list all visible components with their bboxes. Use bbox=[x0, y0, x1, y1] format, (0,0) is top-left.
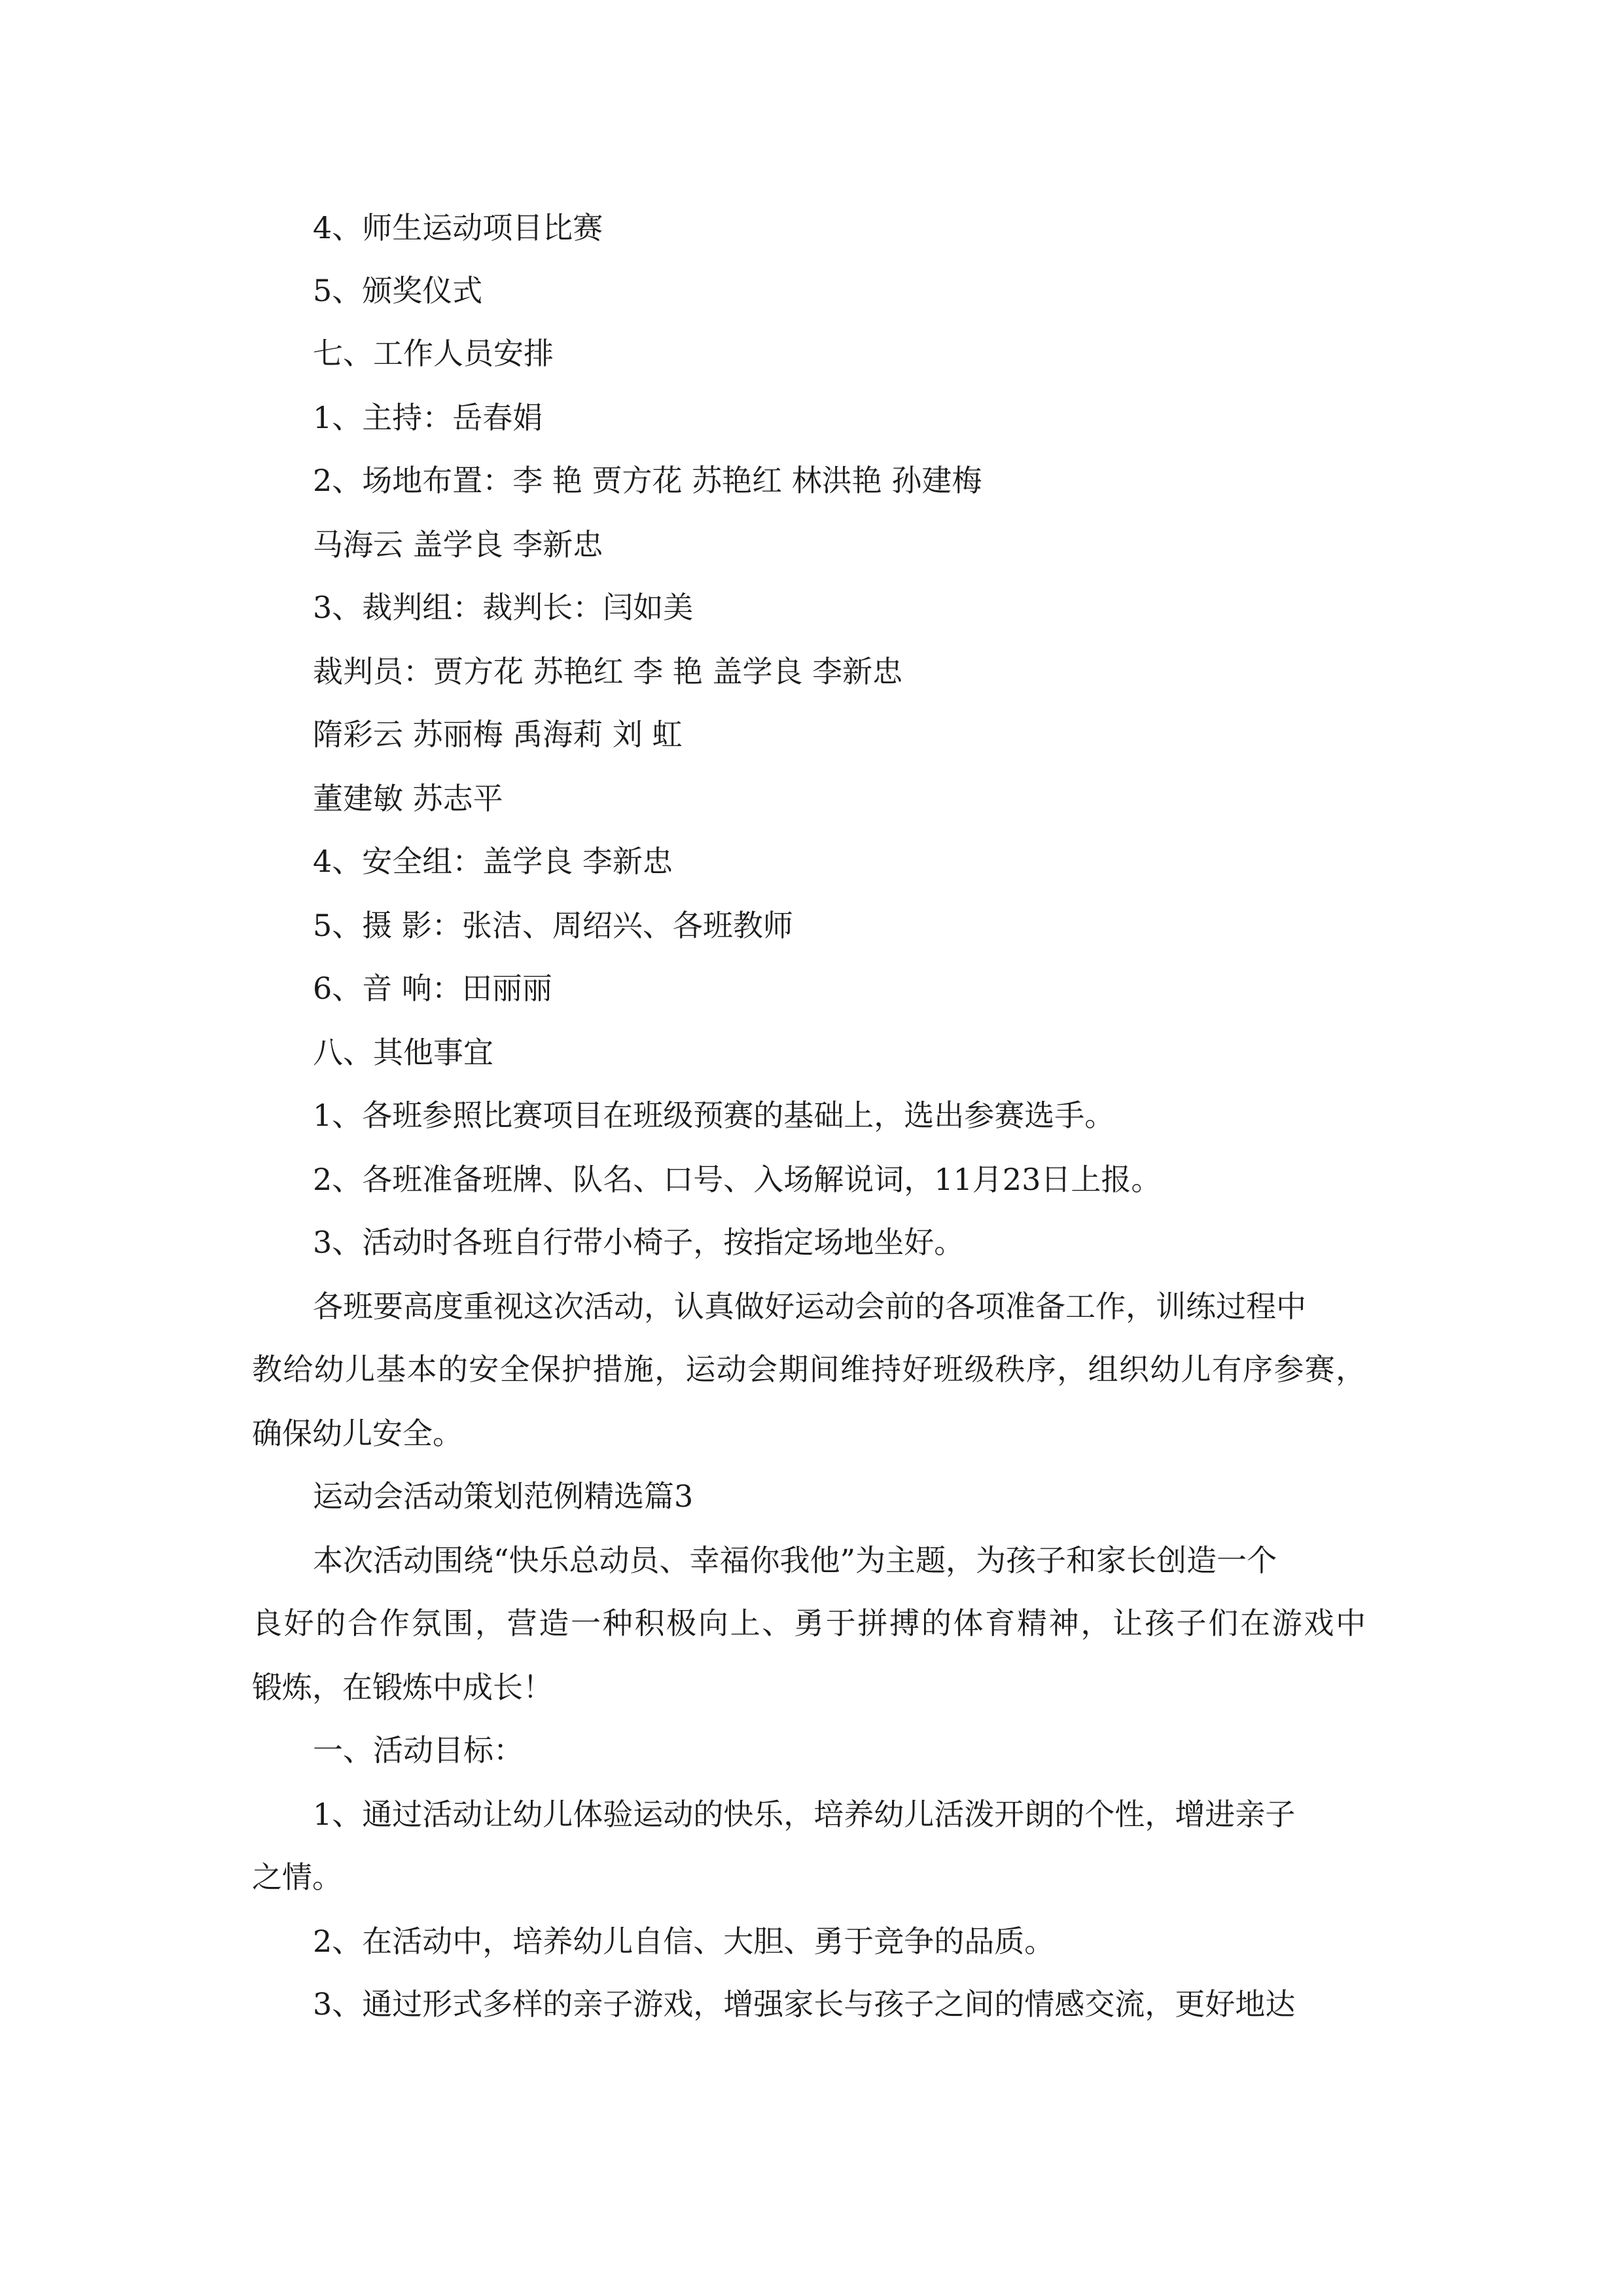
section-heading: 七、工作人员安排 bbox=[313, 336, 554, 371]
text-line: 3、活动时各班自行带小椅子，按指定场地坐好。 bbox=[313, 1225, 965, 1260]
paragraph-line: 教给幼儿基本的安全保护措施，运动会期间维持好班级秩序，组织幼儿有序参赛， bbox=[252, 1352, 1366, 1387]
text-line: 马海云 盖学良 李新忠 bbox=[313, 527, 603, 562]
text-line: 董建敏 苏志平 bbox=[313, 781, 503, 816]
paragraph-line: 本次活动围绕“快乐总动员、幸福你我他”为主题，为孩子和家长创造一个 bbox=[313, 1543, 1277, 1578]
text-line: 2、在活动中，培养幼儿自信、大胆、勇于竞争的品质。 bbox=[313, 1924, 1055, 1959]
text-line: 6、音 响：田丽丽 bbox=[313, 971, 552, 1006]
paragraph-line: 1、通过活动让幼儿体验运动的快乐，培养幼儿活泼开朗的个性，增进亲子 bbox=[313, 1797, 1296, 1832]
text-line: 5、摄 影：张洁、周绍兴、各班教师 bbox=[313, 908, 793, 943]
text-line: 裁判员：贾方花 苏艳红 李 艳 盖学良 李新忠 bbox=[313, 654, 903, 689]
paragraph-line: 确保幼儿安全。 bbox=[252, 1416, 463, 1451]
section-heading: 八、其他事宜 bbox=[313, 1035, 493, 1070]
text-line: 1、各班参照比赛项目在班级预赛的基础上，选出参赛选手。 bbox=[313, 1098, 1115, 1133]
paragraph-line: 锻炼，在锻炼中成长！ bbox=[252, 1670, 553, 1705]
section-heading: 一、活动目标： bbox=[313, 1732, 524, 1768]
text-line: 2、场地布置：李 艳 贾方花 苏艳红 林洪艳 孙建梅 bbox=[313, 463, 982, 498]
paragraph-line: 3、通过形式多样的亲子游戏，增强家长与孩子之间的情感交流，更好地达 bbox=[313, 1986, 1296, 2022]
text-line: 1、主持：岳春娟 bbox=[313, 400, 543, 435]
paragraph-line: 良好的合作氛围，营造一种积极向上、勇于拼搏的体育精神，让孩子们在游戏中 bbox=[252, 1605, 1366, 1641]
text-line: 4、师生运动项目比赛 bbox=[313, 210, 603, 245]
text-line: 隋彩云 苏丽梅 禹海莉 刘 虹 bbox=[313, 717, 683, 752]
paragraph-line: 各班要高度重视这次活动，认真做好运动会前的各项准备工作，训练过程中 bbox=[313, 1289, 1306, 1324]
paragraph-line: 之情。 bbox=[252, 1859, 342, 1895]
article-title: 运动会活动策划范例精选篇3 bbox=[313, 1479, 694, 1514]
text-line: 3、裁判组：裁判长：闫如美 bbox=[313, 590, 694, 625]
text-line: 4、安全组：盖学良 李新忠 bbox=[313, 844, 673, 879]
text-line: 5、颁奖仪式 bbox=[313, 273, 483, 308]
text-line: 2、各班准备班牌、队名、口号、入场解说词，11月23日上报。 bbox=[313, 1162, 1162, 1197]
